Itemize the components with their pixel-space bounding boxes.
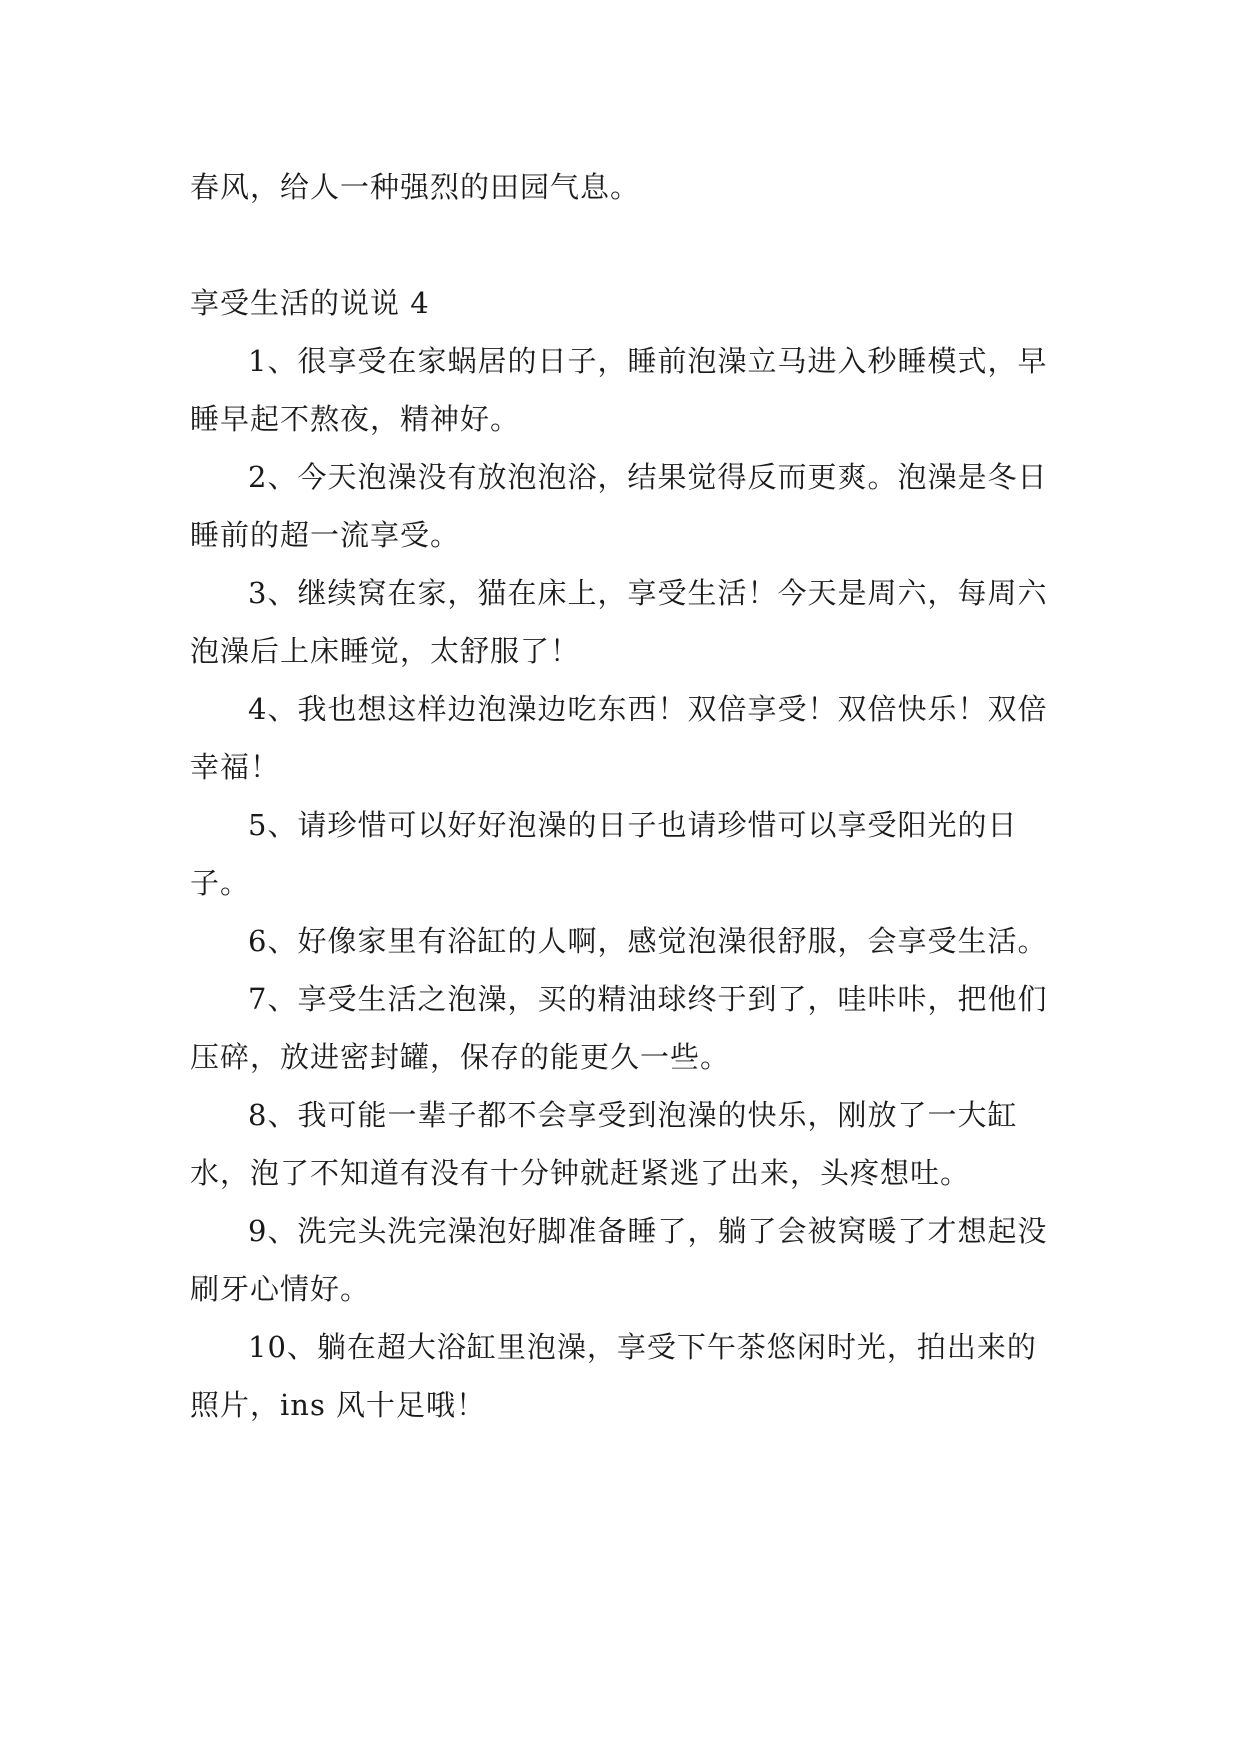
list-item: 9、洗完头洗完澡泡好脚准备睡了，躺了会被窝暖了才想起没刷牙心情好。 [190,1214,1048,1306]
list-item: 2、今天泡澡没有放泡泡浴，结果觉得反而更爽。泡澡是冬日睡前的超一流享受。 [190,460,1048,552]
document-body [190,158,1050,1434]
list-item: 6、好像家里有浴缸的人啊，感觉泡澡很舒服，会享受生活。 [248,924,1048,958]
list-item: 4、我也想这样边泡澡边吃东西！双倍享受！双倍快乐！双倍幸福！ [190,692,1048,784]
list-item: 8、我可能一辈子都不会享受到泡澡的快乐，刚放了一大缸水，泡了不知道有没有十分钟就赶紧逃了出来，头疼想吐。 [190,1098,1018,1190]
list-item: 1、很享受在家蜗居的日子，睡前泡澡立马进入秒睡模式，早睡早起不熬夜，精神好。 [190,344,1048,436]
list-item: 10、躺在超大浴缸里泡澡，享受下午茶悠闲时光，拍出来的照片，ins 风十足哦！ [190,1330,1037,1422]
list-item: 3、继续窝在家，猫在床上，享受生活！今天是周六，每周六泡澡后上床睡觉，太舒服了！ [190,576,1048,668]
section-title: 享受生活的说说 4 [190,286,430,320]
list-item: 7、享受生活之泡澡，买的精油球终于到了，哇咔咔，把他们压碎，放进密封罐，保存的能更久一些。 [190,982,1048,1074]
list-item: 5、请珍惜可以好好泡澡的日子也请珍惜可以享受阳光的日子。 [190,808,1018,900]
continuation-paragraph: 春风，给人一种强烈的田园气息。 [190,170,641,204]
